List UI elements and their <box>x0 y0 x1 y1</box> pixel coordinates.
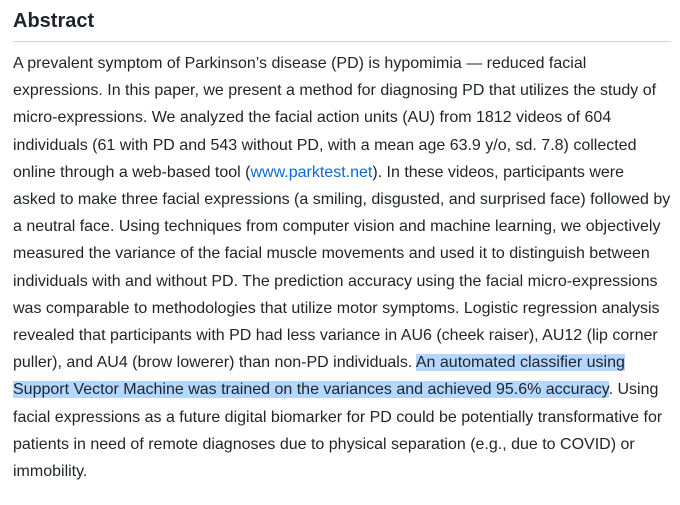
section-heading: Abstract <box>13 8 671 42</box>
abstract-paragraph[interactable] <box>13 50 671 485</box>
abstract-text-middle[interactable]: ). In these videos, participants were asked to make three facial expressions (a smiling, disgusted, and surprised face) followed by a neutral face. Using techniques from computer vision and machine learning, we objectively measured the variance of the facial muscle movements and used it to distinguish between individuals with and without PD. The prediction accuracy using the facial micro-expressions was comparable to methodologies that utilize motor symptoms. Logistic regression analysis revealed that participants with PD had less variance in AU6 (cheek raiser), AU12 (lip corner puller), and AU4 (brow lowerer) than non-PD individuals. <box>13 163 671 372</box>
abstract-text-start[interactable]: A prevalent symptom of Parkinson’s disease (PD) is hypomimia — reduced facial expressions. In this paper, we present a method for diagnosing PD that utilizes the study of micro-expressions. We analyzed the facial action units (AU) from 1812 videos of 604 individuals (61 with PD and 543 without PD, with a mean age 63.9 y/o, sd. 7.8) collected online through a web-based tool ( <box>13 55 657 181</box>
abstract-text-end[interactable]: . Using facial expressions as a future digital biomarker for PD could be potentially transformative for patients in need of remote diagnoses due to physical separation (e.g., due to COVID) or immobility. <box>13 381 663 481</box>
selected-text-highlight[interactable]: An automated classifier using Support Vector Machine was trained on the variances and achieved 95.6% accuracy <box>13 354 625 399</box>
parktest-link[interactable]: www.parktest.net <box>250 163 373 181</box>
